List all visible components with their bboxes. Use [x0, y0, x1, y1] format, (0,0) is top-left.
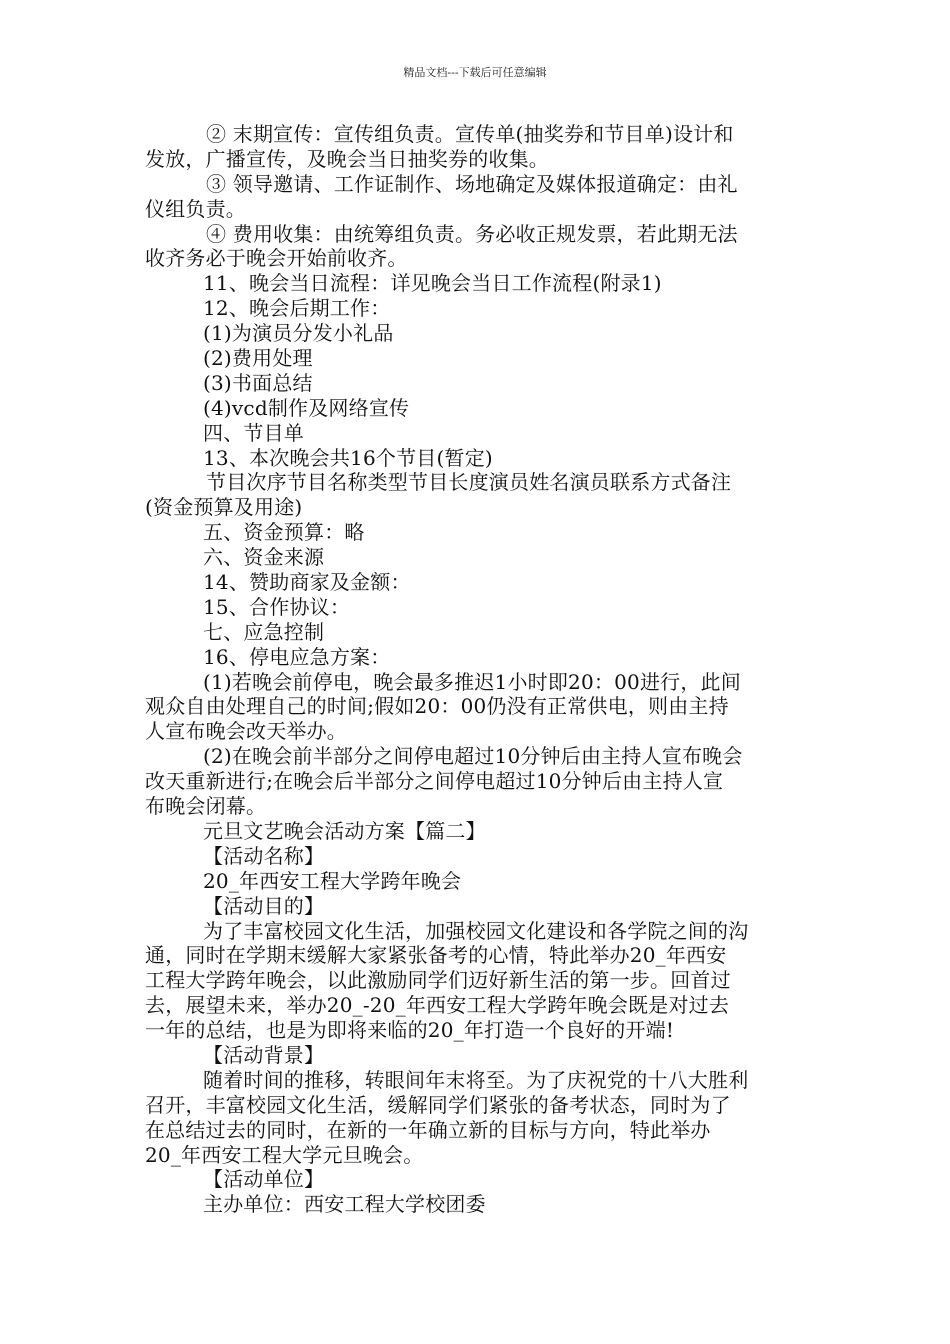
text-line: 13、本次晚会共16个节目(暂定)	[203, 445, 493, 470]
text-line: 四、节目单	[203, 420, 304, 445]
text-line: (资金预算及用途)	[145, 495, 303, 520]
text-line: (1)若晚会前停电，晚会最多推迟1小时即20：00进行，此间	[203, 669, 741, 694]
text-line: 11、晚会当日流程：详见晚会当日工作流程(附录1)	[203, 271, 662, 296]
text-line: 为了丰富校园文化生活，加强校园文化建设和各学院之间的沟	[203, 918, 749, 943]
page-header: 精品文档---下载后可任意编辑	[403, 66, 547, 79]
text-line: ③ 领导邀请、工作证制作、场地确定及媒体报道确定：由礼	[206, 171, 738, 196]
text-line: 16、停电应急方案：	[203, 644, 391, 669]
text-line: 通，同时在学期末缓解大家紧张备考的心情，特此举办20_年西安	[145, 943, 727, 968]
text-line: (2)在晚会前半部分之间停电超过10分钟后由主持人宣布晚会	[203, 744, 743, 769]
text-line: 14、赞助商家及金额：	[203, 570, 411, 595]
text-line: (2)费用处理	[203, 346, 313, 371]
text-line: 【活动目的】	[203, 893, 325, 918]
text-line: 观众自由处理自己的时间;假如20：00仍没有正常供电，则由主持	[145, 694, 729, 719]
text-line: 元旦文艺晚会活动方案【篇二】	[203, 818, 486, 843]
text-line: 五、资金预算：略	[203, 520, 365, 545]
text-line: (3)书面总结	[203, 370, 313, 395]
text-line: 发放，广播宣传，及晚会当日抽奖券的收集。	[145, 146, 549, 171]
text-line: 人宣布晚会改天举办。	[145, 719, 347, 744]
text-line: ④ 费用收集：由统筹组负责。务必收正规发票，若此期无法	[206, 221, 738, 246]
text-line: 【活动背景】	[203, 1042, 325, 1067]
text-line: 12、晚会后期工作：	[203, 296, 391, 321]
text-line: 六、资金来源	[203, 545, 325, 570]
text-line: 召开，丰富校园文化生活，缓解同学们紧张的备考状态，同时为了	[145, 1092, 731, 1117]
text-line: 20_年西安工程大学跨年晚会	[203, 868, 462, 893]
text-line: 七、应急控制	[203, 619, 325, 644]
text-line: (1)为演员分发小礼品	[203, 321, 394, 346]
text-line: 20_年西安工程大学元旦晚会。	[145, 1142, 424, 1167]
text-line: 在总结过去的同时，在新的一年确立新的目标与方向，特此举办	[145, 1117, 711, 1142]
text-line: 改天重新进行;在晚会后半部分之间停电超过10分钟后由主持人宣	[145, 769, 724, 794]
text-line: (4)vcd制作及网络宣传	[203, 395, 410, 420]
text-line: 仪组负责。	[145, 196, 246, 221]
text-line: 15、合作协议：	[203, 594, 351, 619]
text-line: 【活动单位】	[203, 1167, 325, 1192]
text-line: 随着时间的推移，转眼间年末将至。为了庆祝党的十八大胜利	[203, 1067, 749, 1092]
text-line: 去，展望未来，举办20_-20_年西安工程大学跨年晚会既是对过去	[145, 993, 730, 1018]
text-line: 一年的总结，也是为即将来临的20_年打造一个良好的开端!	[145, 1018, 675, 1043]
document-body	[145, 122, 807, 1217]
text-line: ② 末期宣传：宣传组负责。宣传单(抽奖券和节目单)设计和	[206, 122, 734, 146]
text-line: 工程大学跨年晚会，以此激励同学们迈好新生活的第一步。回首过	[145, 968, 731, 993]
text-line: 主办单位：西安工程大学校团委	[203, 1192, 486, 1217]
text-line: 节目次序节目名称类型节目长度演员姓名演员联系方式备注	[206, 470, 732, 495]
text-line: 布晚会闭幕。	[145, 794, 267, 819]
text-line: 收齐务必于晚会开始前收齐。	[145, 246, 408, 271]
text-line: 【活动名称】	[203, 843, 325, 868]
